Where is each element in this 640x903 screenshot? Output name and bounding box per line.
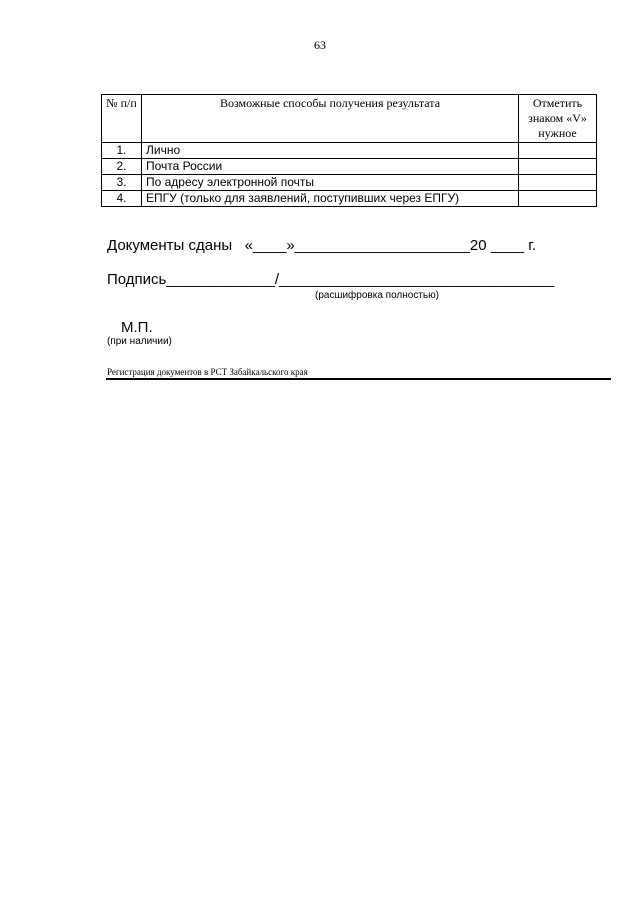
table-row [102, 175, 597, 191]
documents-submitted-line: Документы сданы «____»_____________________20 ____ г. [107, 237, 537, 254]
row-mark-cell[interactable] [519, 159, 597, 175]
table-header-row [102, 95, 597, 143]
signature-hint: (расшифровка полностью) [315, 290, 439, 301]
row-method: Лично [142, 143, 519, 159]
signature-line: Подпись_____________/_________________________________ [107, 271, 555, 288]
stamp-hint: (при наличии) [107, 336, 172, 347]
row-method: ЕПГУ (только для заявлений, поступивших через ЕПГУ) [142, 191, 519, 207]
row-number: 2. [102, 159, 142, 175]
row-method: Почта России [142, 159, 519, 175]
row-number: 1. [102, 143, 142, 159]
registration-caption: Регистрация документов в РСТ Забайкальского края [107, 367, 308, 377]
result-methods-table [101, 94, 597, 207]
row-number: 4. [102, 191, 142, 207]
header-method: Возможные способы получения результата [142, 95, 519, 143]
row-mark-cell[interactable] [519, 175, 597, 191]
table-row [102, 191, 597, 207]
registration-divider [106, 378, 611, 380]
header-number: № п/п [102, 95, 142, 143]
stamp-label: М.П. [121, 319, 153, 336]
row-number: 3. [102, 175, 142, 191]
row-mark-cell[interactable] [519, 143, 597, 159]
page-number: 63 [314, 38, 326, 52]
table-row [102, 159, 597, 175]
table-row [102, 143, 597, 159]
row-method: По адресу электронной почты [142, 175, 519, 191]
row-mark-cell[interactable] [519, 191, 597, 207]
header-mark: Отметить знаком «V» нужное [519, 95, 597, 143]
